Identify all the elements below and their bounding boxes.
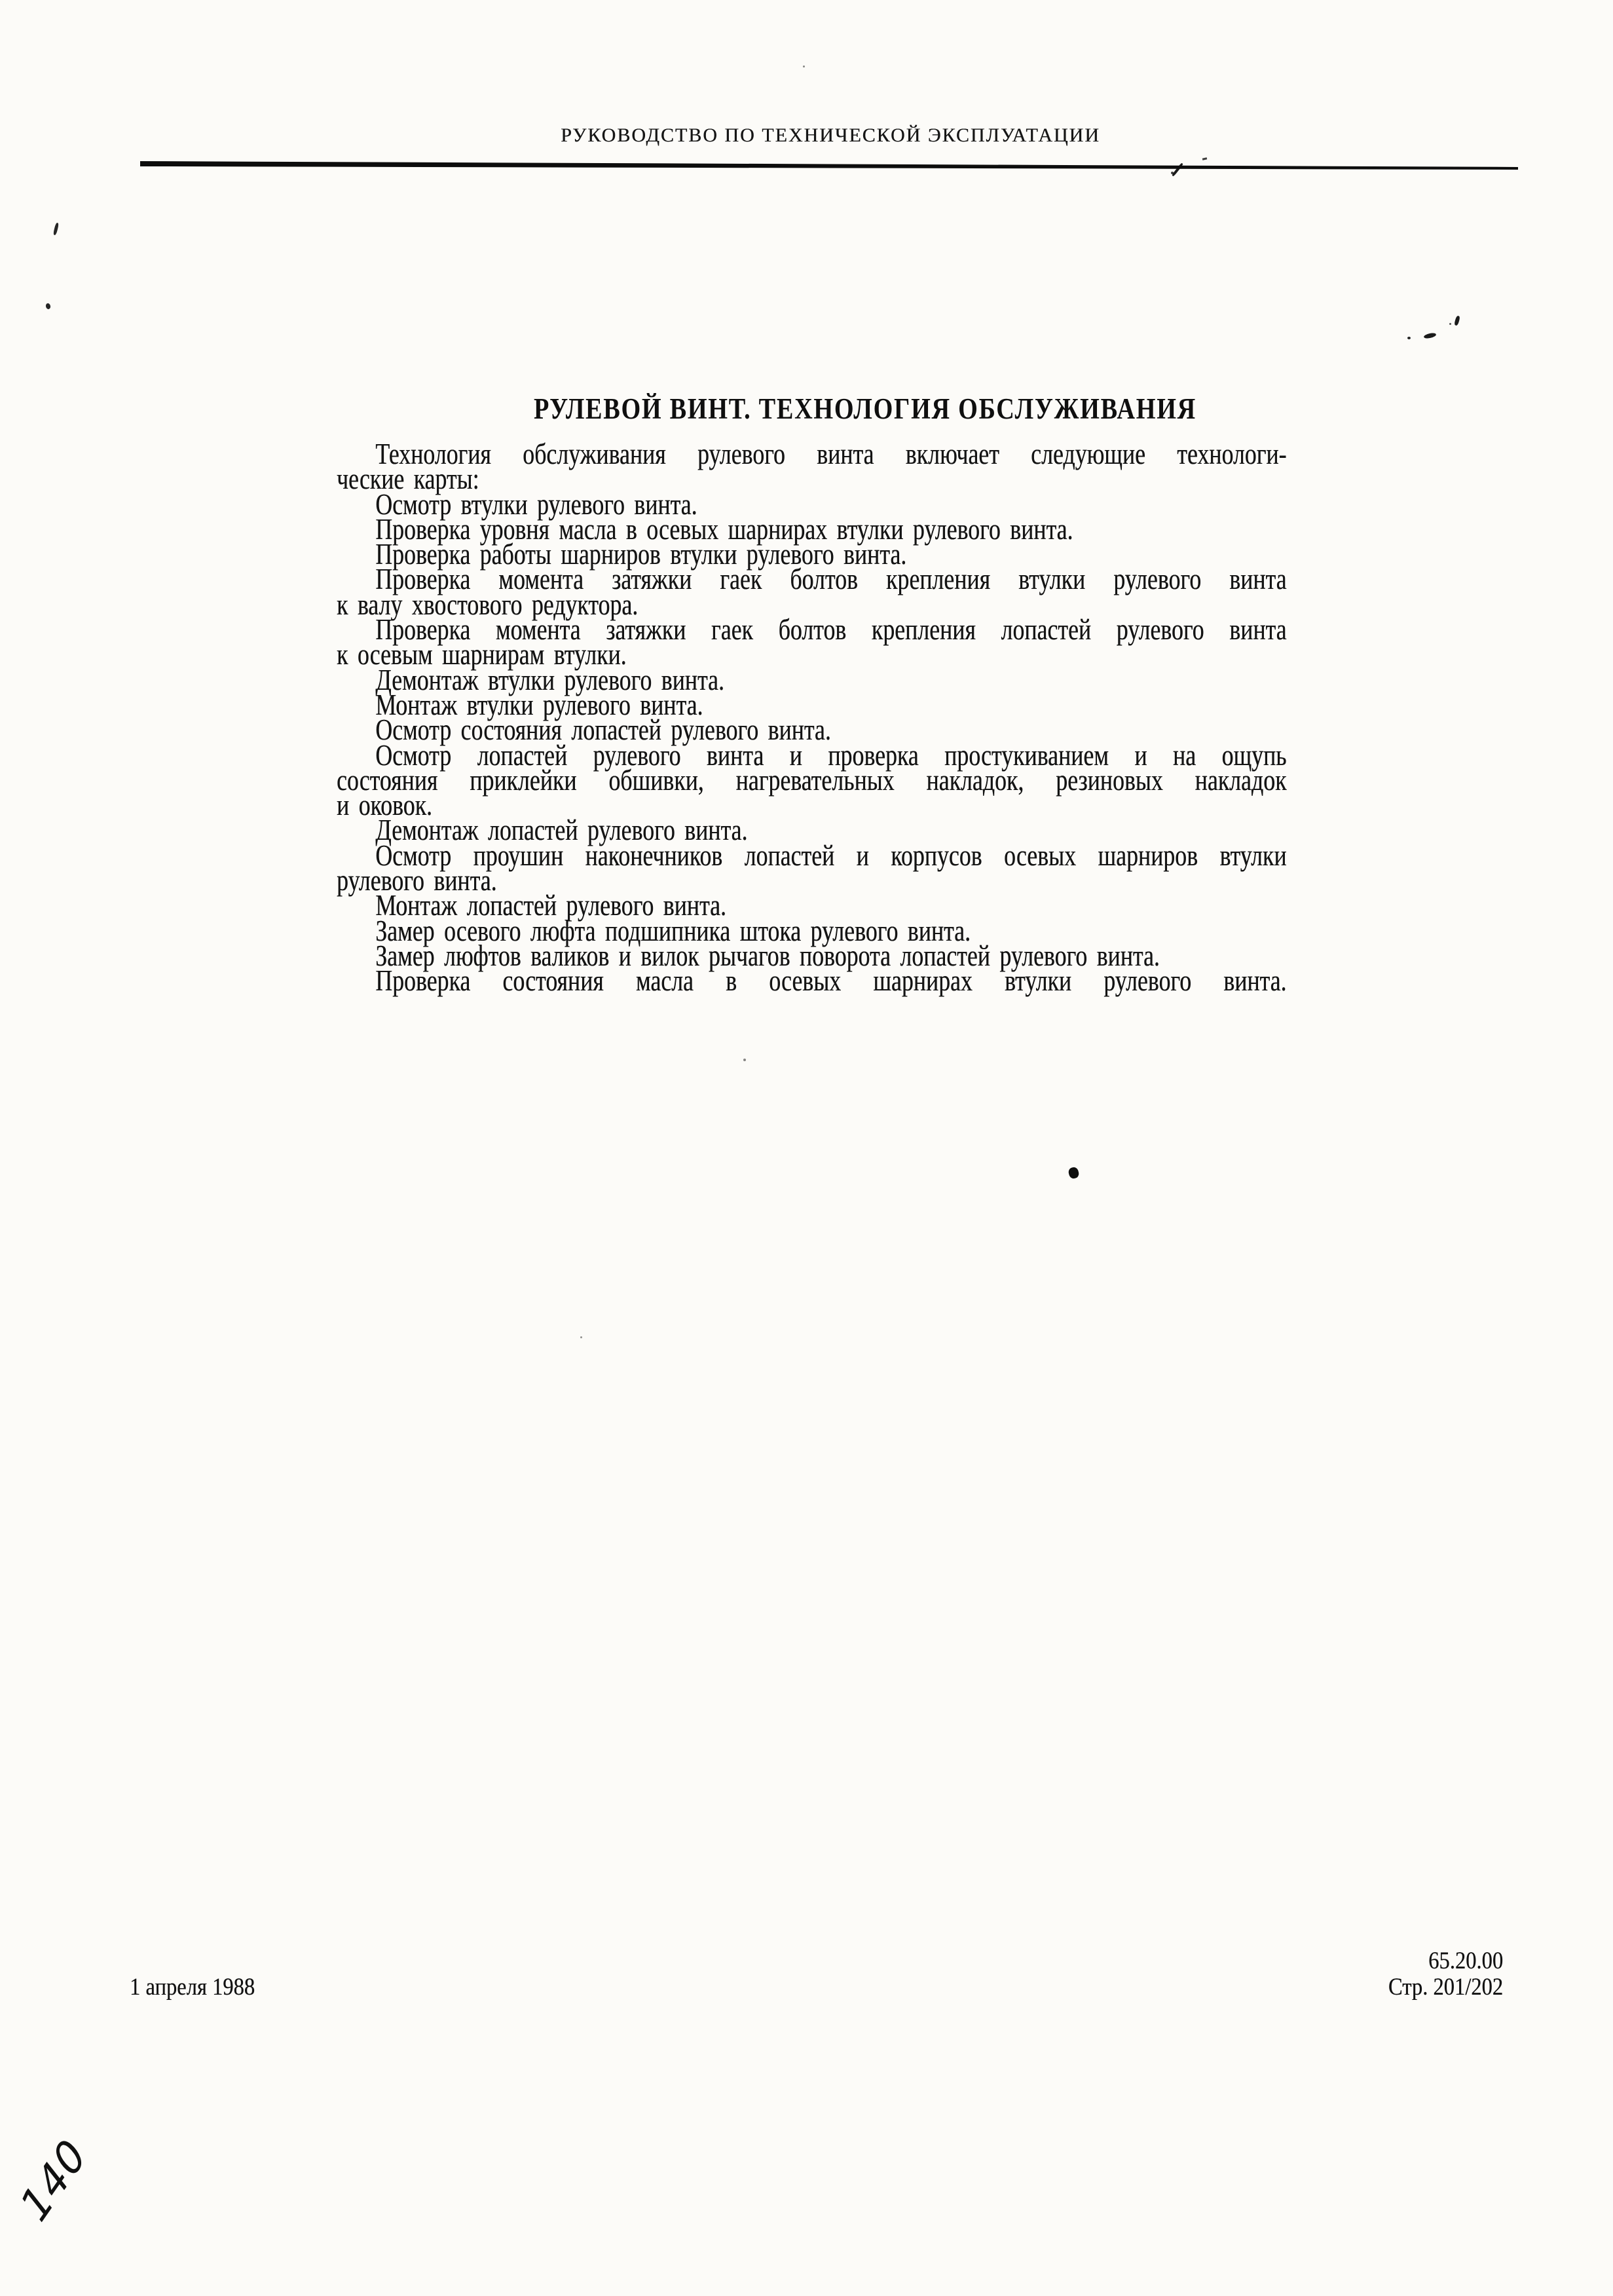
body-line: Монтаж втулки рулевого винта. [375, 687, 703, 721]
body-line: Проверка уровня масла в осевых шарнирах втулки рулевого винта. [375, 512, 1073, 546]
ink-speck [1067, 1166, 1080, 1179]
ink-speck [1171, 172, 1174, 174]
ink-speck [803, 66, 805, 67]
body-line: Технология обслуживания рулевого винта включает следующие технологи- [375, 437, 1287, 470]
body-text [337, 437, 1287, 998]
ink-speck [1454, 315, 1460, 326]
body-line: ческие карты: [337, 462, 479, 496]
body-line: к осевым шарнирам втулки. [337, 637, 627, 671]
doc-number: 65.20.00 [1428, 1948, 1503, 1974]
body-line: Осмотр втулки рулевого винта. [375, 487, 697, 521]
body-line: Проверка состояния масла в осевых шарнирах втулки рулевого винта. [375, 964, 1287, 998]
footer-reference [1388, 1948, 1503, 2001]
ink-speck [53, 223, 59, 236]
body-line: Проверка работы шарниров втулки рулевого винта. [375, 537, 907, 571]
page-title: РУЛЕВОЙ ВИНТ. ТЕХНОЛОГИЯ ОБСЛУЖИВАНИЯ [534, 392, 1196, 425]
header-rule [140, 160, 1518, 170]
body-line: Замер люфтов валиков и вилок рычагов поворота лопастей рулевого винта. [375, 938, 1160, 972]
handwritten-page-number: 140 [11, 2130, 97, 2231]
body-line: Осмотр проушин наконечников лопастей и корпусов осевых шарниров втулки [375, 838, 1287, 872]
ink-speck [45, 303, 51, 310]
ink-speck [580, 1336, 582, 1338]
ink-speck [1172, 162, 1183, 176]
body-line: Проверка момента затяжки гаек болтов крепления лопастей рулевого винта [375, 612, 1287, 647]
footer-date: 1 апреля 1988 [130, 1974, 255, 2001]
body-line: Монтаж лопастей рулевого винта. [375, 888, 726, 922]
ink-speck [1202, 157, 1207, 160]
body-line: Осмотр лопастей рулевого винта и проверка простукиванием и на ощупь [375, 738, 1287, 772]
body-line: состояния приклейки обшивки, нагревательных накладок, резиновых накладок [337, 762, 1287, 797]
page-number: Стр. 201/202 [1388, 1974, 1503, 2001]
body-line: рулевого винта. [337, 863, 497, 897]
ink-speck [1449, 323, 1451, 325]
body-line: Осмотр состояния лопастей рулевого винта. [375, 713, 831, 747]
body-line: Замер осевого люфта подшипника штока рулевого винта. [375, 913, 971, 947]
body-line: к валу хвостового редуктора. [337, 587, 639, 621]
body-line: Демонтаж лопастей рулевого винта. [375, 813, 748, 847]
body-line: Демонтаж втулки рулевого винта. [375, 662, 724, 696]
running-head: РУКОВОДСТВО ПО ТЕХНИЧЕСКОЙ ЭКСПЛУАТАЦИИ [561, 124, 1100, 146]
body-line: и оковок. [337, 788, 432, 822]
ink-speck [743, 1059, 746, 1061]
ink-speck [1423, 332, 1436, 339]
ink-speck [1407, 337, 1411, 339]
body-line: Проверка момента затяжки гаек болтов крепления втулки рулевого винта [375, 562, 1287, 596]
